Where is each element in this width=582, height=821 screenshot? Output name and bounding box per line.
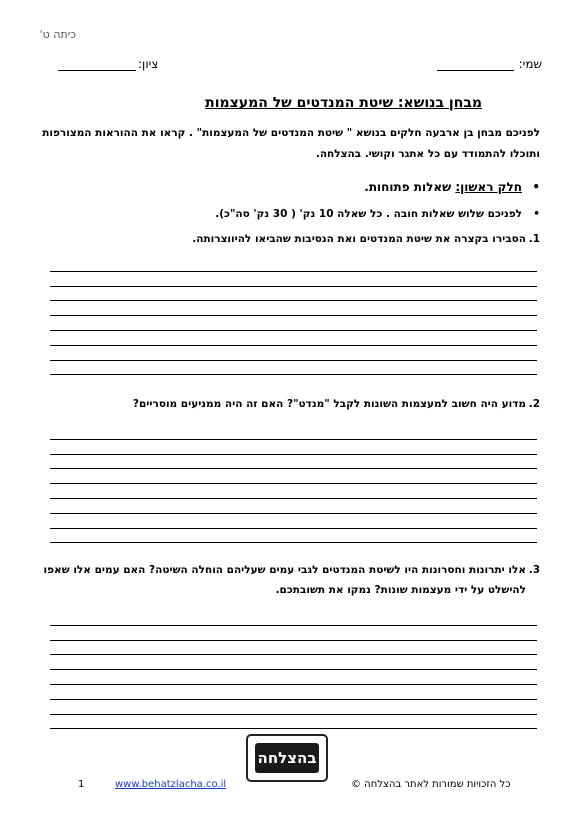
answer-area-3[interactable]	[50, 611, 537, 729]
copyright-notice: כל הזכויות שמורות לאתר בהצלחה ©	[351, 779, 511, 790]
question-text: מדוע היה חשוב למעצמות השונות לקבל "מנדט"? האם זה היה ממניעים מוסריים?	[132, 398, 526, 410]
page-title: מבחן בנושא: שיטת המנדטים של המעצמות	[205, 95, 482, 111]
question-2	[20, 394, 540, 414]
grade-field[interactable]	[58, 70, 136, 71]
part1-instructions	[215, 208, 540, 220]
logo-text: בהצלחה	[255, 743, 319, 773]
bullet-icon: •	[532, 180, 540, 194]
question-number: 3.	[528, 564, 540, 576]
behatzlacha-logo	[246, 734, 328, 782]
part1-label: חלק ראשון:	[455, 180, 522, 194]
part1-heading	[364, 180, 540, 194]
answer-area-1[interactable]	[50, 257, 537, 375]
bullet-icon: •	[533, 208, 540, 220]
question-3	[20, 560, 540, 600]
site-link[interactable]: www.behatzlacha.co.il	[115, 779, 227, 790]
question-text: אלו יתרונות וחסרונות היו לשיטת המנדטים לגבי עמים שעליהם הוחלה השיטה? האם עמים אלו שאפו להישלט על ידי מעצמות שונות? נמקו את תשובתכם.	[43, 564, 526, 596]
grade-label: ציון:	[138, 57, 159, 71]
question-number: 1.	[528, 233, 540, 245]
intro-paragraph: לפניכם מבחן בן ארבעה חלקים בנושא " שיטת המנדטים של המעצמות" . קראו את ההוראות המצורפות ותוכלו להתמודד עם כל אתגר וקושי. בהצלחה.	[42, 127, 540, 160]
question-number: 2.	[528, 398, 540, 410]
part1-text: שאלות פתוחות.	[364, 180, 456, 194]
answer-area-2[interactable]	[50, 425, 537, 543]
question-1	[20, 229, 540, 249]
page-number: 1	[78, 779, 85, 790]
question-text: הסבירו בקצרה את שיטת המנדטים ואת הנסיבות שהביאו להיווצרותה.	[192, 233, 526, 245]
instructions-text: לפניכם שלוש שאלות חובה . כל שאלה 10 נק' ( 30 נק' סה"כ).	[215, 208, 522, 220]
name-field[interactable]	[437, 70, 514, 71]
class-label: כיתה ט'	[39, 28, 76, 41]
name-label: שמי:	[518, 57, 542, 71]
